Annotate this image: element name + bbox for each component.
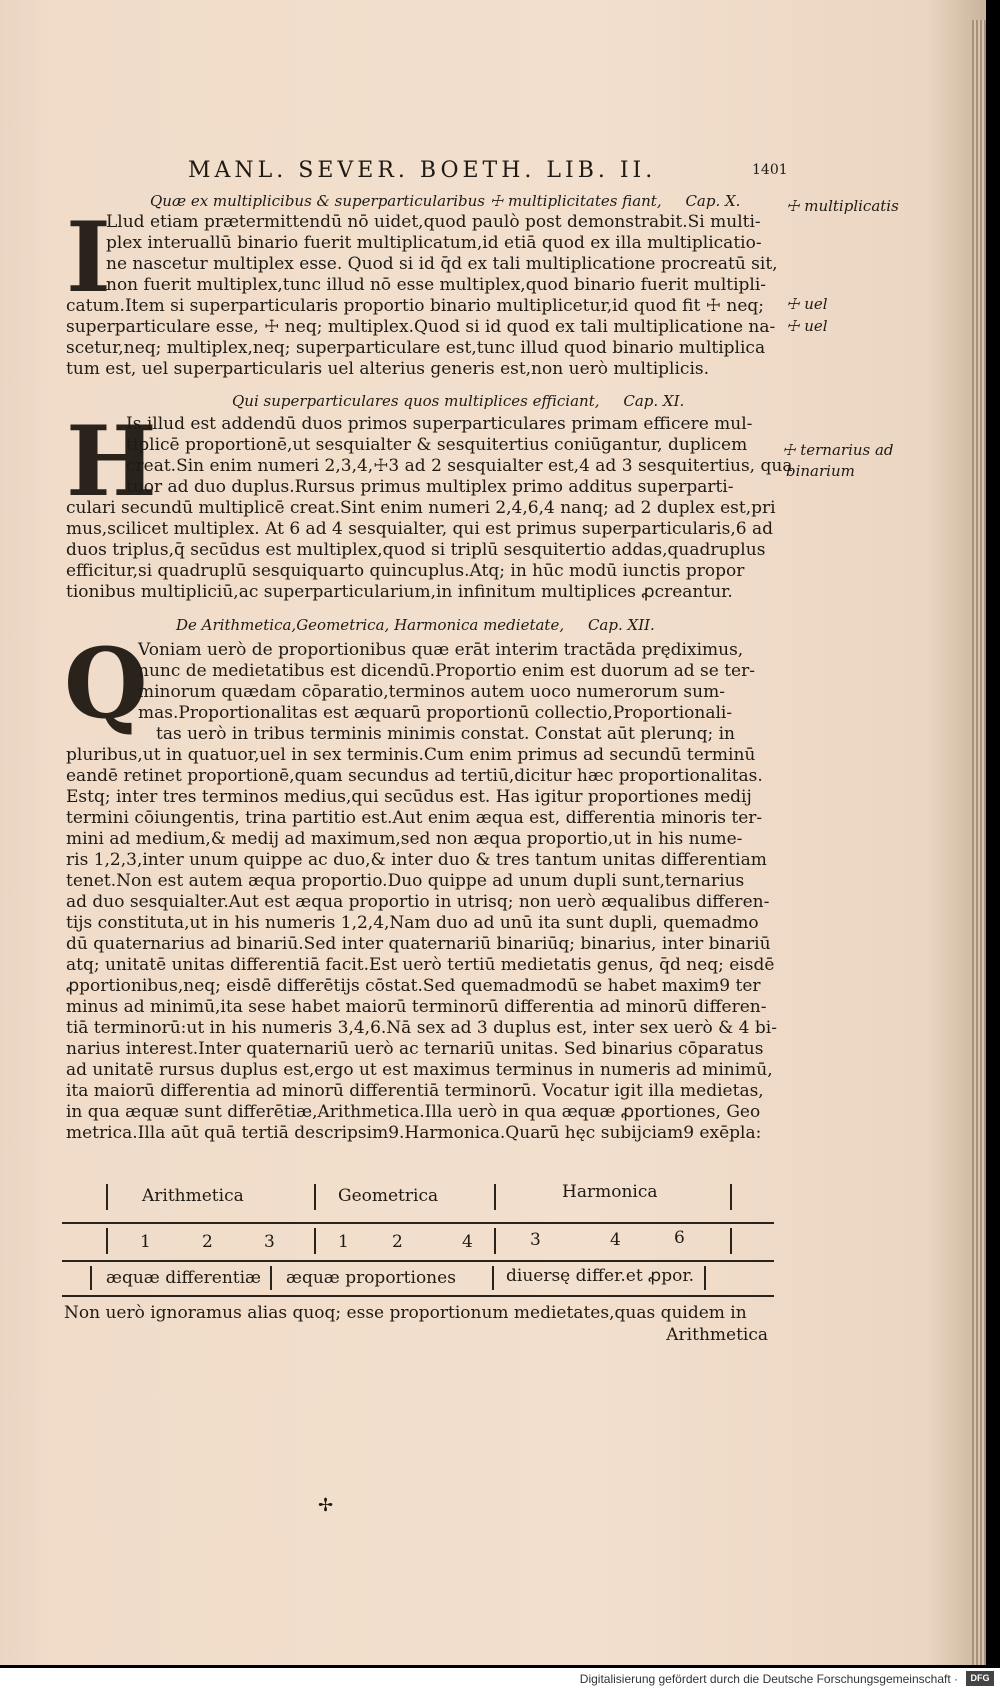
geom-num-1: 1 [338, 1232, 349, 1252]
chapter-10-cap: Cap. X. [685, 192, 741, 210]
table-divider [314, 1228, 316, 1254]
arith-num-1: 1 [140, 1232, 151, 1252]
caption-arithmetica: æquæ differentiæ [106, 1268, 262, 1288]
text-line: creat.Sin enim numeri 2,3,4,☩3 ad 2 sesquialter est,4 ad 3 sesquitertius, qua [126, 456, 793, 476]
chapter-12-text [66, 640, 777, 1144]
folio-number: 1401 [752, 162, 788, 178]
text-line: Non uerò ignoramus alias quoq; esse proportionum medietates,quas quidem in [64, 1303, 747, 1323]
text-line: non fuerit multiplex,tunc illud nō esse multiplex,quod binario fuerit multipli- [106, 275, 767, 295]
text-line: atq; unitatē unitas differentiā facit.Est uerò tertiū medietatis genus, q̄d neq; eisdē [66, 955, 775, 975]
table-divider [106, 1184, 108, 1210]
geom-num-3: 4 [462, 1232, 473, 1252]
text-line: ris 1,2,3,inter unum quippe ac duo,& inter duo & tres tantum unitas differentiam [66, 850, 767, 870]
text-line: catum.Item si superparticularis proportio binario multiplicetur,id quod fit ☩ neq; [66, 296, 765, 316]
table-divider [494, 1184, 496, 1210]
text-line: eandē retinet proportionē,quam secundus ad tertiū,dicitur hæc proportionalitas. [66, 766, 763, 786]
text-line: duos triplus,q̄ secūdus est multiplex,quod si triplū sesquitertio addas,quadruplus [66, 540, 766, 560]
chapter-11-cap: Cap. XI. [623, 392, 685, 410]
text-line: superparticulare esse, ☩ neq; multiplex.Quod si id quod ex tali multiplicatione na- [66, 317, 776, 337]
text-line: in qua æquæ sunt differētiæ,Arithmetica.Illa uerò in qua æquæ ꝓportiones, Geo [66, 1102, 761, 1122]
text-line: mas.Proportionalitas est æquarū proportionū collectio,Proportionali- [138, 703, 733, 723]
digitization-footer [0, 1668, 1000, 1690]
text-line: termini cōiungentis, trina partitio est.Aut enim æqua est, differentia minoris ter- [66, 808, 763, 828]
running-head: MANL. SEVER. BOETH. LIB. II. [188, 158, 657, 183]
text-line: efficitur,si quadruplū sesquiquarto quincuplus.Atq; in hūc modū iunctis propor [66, 561, 745, 581]
ornament-mark: ✢ [318, 1495, 334, 1516]
header-geometrica: Geometrica [338, 1186, 439, 1206]
text-line: tum est, uel superparticularis uel alterius generis est,non uerò multiplicis. [66, 359, 710, 379]
text-line: tiplicē proportionē,ut sesquialter & sesquitertius coniūgantur, duplicem [126, 435, 748, 455]
text-line: tuor ad duo duplus.Rursus primus multiplex primo additus superparti- [126, 477, 734, 497]
header-harmonica: Harmonica [562, 1182, 658, 1202]
table-divider [314, 1184, 316, 1210]
catchword: Arithmetica [666, 1325, 768, 1345]
text-line: Estq; inter tres terminos medius,qui secūdus est. Has igitur proportiones medij [66, 787, 752, 807]
dfg-logo: DFG [966, 1671, 994, 1686]
arith-num-3: 3 [264, 1232, 275, 1252]
text-line: plex interuallū binario fuerit multiplicatum,id etiā quod ex illa multiplicatio- [106, 233, 762, 253]
margin-note: ☩ uel [786, 295, 828, 313]
text-line: tenet.Non est autem æqua proportio.Duo quippe ad unum dupli sunt,ternarius [66, 871, 745, 891]
text-line: tijs constituta,ut in his numeris 1,2,4,Nam duo ad unū ita sunt dupli, quemadmo [66, 913, 759, 933]
text-line: metrica.Illa aūt quā tertiā descripsim9.Harmonica.Quarū hęc subijciam9 exēpla: [66, 1123, 762, 1143]
text-line: ꝓportionibus,neq; eisdē differētijs cōstat.Sed quemadmodū se habet maxim9 ter [66, 976, 761, 996]
text-line: Voniam uerò de proportionibus quæ erāt interim tractāda prędiximus, [138, 640, 744, 660]
text-line: nunc de medietatibus est dicendū.Proportio enim est duorum ad se ter- [138, 661, 755, 681]
table-divider [730, 1184, 732, 1210]
text-line: minorum quædam cōparatio,terminos autem uoco numerorum sum- [138, 682, 725, 702]
table-rule [62, 1222, 774, 1224]
table-divider [90, 1266, 92, 1290]
text-line: mus,scilicet multiplex. At 6 ad 4 sesquialter, qui est primus superparticularis,6 ad [66, 519, 773, 539]
chapter-11-text [66, 405, 793, 603]
header-arithmetica: Arithmetica [142, 1186, 244, 1206]
caption-geometrica: æquæ proportiones [286, 1268, 456, 1288]
text-line: ad unitatē rursus duplus est,ergo ut est maximus terminus in numeris ad minimū, [66, 1060, 773, 1080]
text-line: narius interest.Inter quaternariū uerò ac ternariū unitas. Sed binarius cōparatus [66, 1039, 764, 1059]
table-rule [62, 1260, 774, 1262]
text-line: tionibus multipliciū,ac superparticularium,in infinitum multiplices ꝓcreantur. [66, 582, 733, 602]
text-line: tas uerò in tribus terminis minimis constat. Constat aūt plerunq; in [156, 724, 736, 744]
text-line: culari secundū multiplicē creat.Sint enim numeri 2,4,6,4 nanq; ad 2 duplex est,pri [66, 498, 776, 518]
drop-cap-h: H [66, 405, 157, 518]
text-line: ita maiorū differentia ad minorū differentiā terminorū. Vocatur igit illa medietas, [66, 1081, 764, 1101]
chapter-11-heading [232, 392, 684, 410]
table-divider [730, 1228, 732, 1254]
geom-num-2: 2 [392, 1232, 403, 1252]
margin-note: ☩ ternarius ad [782, 441, 894, 459]
table-divider [494, 1228, 496, 1254]
medietas-examples-table [62, 1180, 774, 1300]
table-divider [270, 1266, 272, 1290]
drop-cap-q: Q [64, 627, 148, 740]
arith-num-2: 2 [202, 1232, 213, 1252]
text-line: mini ad medium,& medij ad maximum,sed non æqua proportio,ut in his nume- [66, 829, 743, 849]
caption-harmonica: diuersę differ.et ꝓpor. [506, 1266, 695, 1286]
harm-num-1: 3 [530, 1230, 541, 1250]
margin-note: binarium [786, 462, 855, 480]
text-line: ne nascetur multiplex esse. Quod si id q̄d ex tali multiplicatione procreatū sit, [106, 254, 778, 274]
margin-note: ☩ uel [786, 317, 828, 335]
drop-cap-i: I [66, 201, 111, 314]
chapter-11-title: Qui superparticulares quos multiplices efficiant, [232, 392, 600, 410]
harm-num-3: 6 [674, 1228, 685, 1248]
text-line: ad duo sesquialter.Aut est æqua proportio in utrisq; non uerò æqualibus differen- [66, 892, 770, 912]
text-line: minus ad minimū,ita sese habet maiorū terminorū differentia ad minorū differen- [66, 997, 767, 1017]
closing-text [64, 1302, 774, 1346]
text-line: Is illud est addendū duos primos superparticulares primam efficere mul- [126, 414, 753, 434]
harm-num-2: 4 [610, 1230, 621, 1250]
footer-credit: Digitalisierung gefördert durch die Deutsche Forschungsgemeinschaft · [579, 1672, 958, 1686]
chapter-12-title: De Arithmetica,Geometrica, Harmonica medietate, [176, 616, 565, 634]
chapter-10-title: Quæ ex multiplicibus & superparticularibus ☩ multiplicitates fiant, [150, 192, 662, 210]
text-line: scetur,neq; multiplex,neq; superparticulare est,tunc illud quod binario multiplica [66, 338, 766, 358]
margin-note: ☩ multiplicatis [786, 197, 899, 215]
chapter-12-cap: Cap. XII. [587, 616, 655, 634]
table-divider [492, 1266, 494, 1290]
table-rule [62, 1295, 774, 1297]
text-line: pluribus,ut in quatuor,uel in sex terminis.Cum enim primus ad secundū terminū [66, 745, 756, 765]
text-line: tiā terminorū:ut in his numeris 3,4,6.Nā sex ad 3 duplus est, inter sex uerò & 4 bi- [66, 1018, 777, 1038]
table-divider [106, 1228, 108, 1254]
chapter-10-heading [150, 192, 740, 210]
text-line: Llud etiam prætermittendū nō uidet,quod paulò post demonstrabit.Si multi- [106, 212, 761, 232]
table-divider [704, 1266, 706, 1290]
chapter-12-heading [176, 616, 655, 634]
page-edge [972, 20, 986, 1665]
text-line: dū quaternarius ad binariū.Sed inter quaternariū binariūq; binarius, inter binariū [66, 934, 771, 954]
